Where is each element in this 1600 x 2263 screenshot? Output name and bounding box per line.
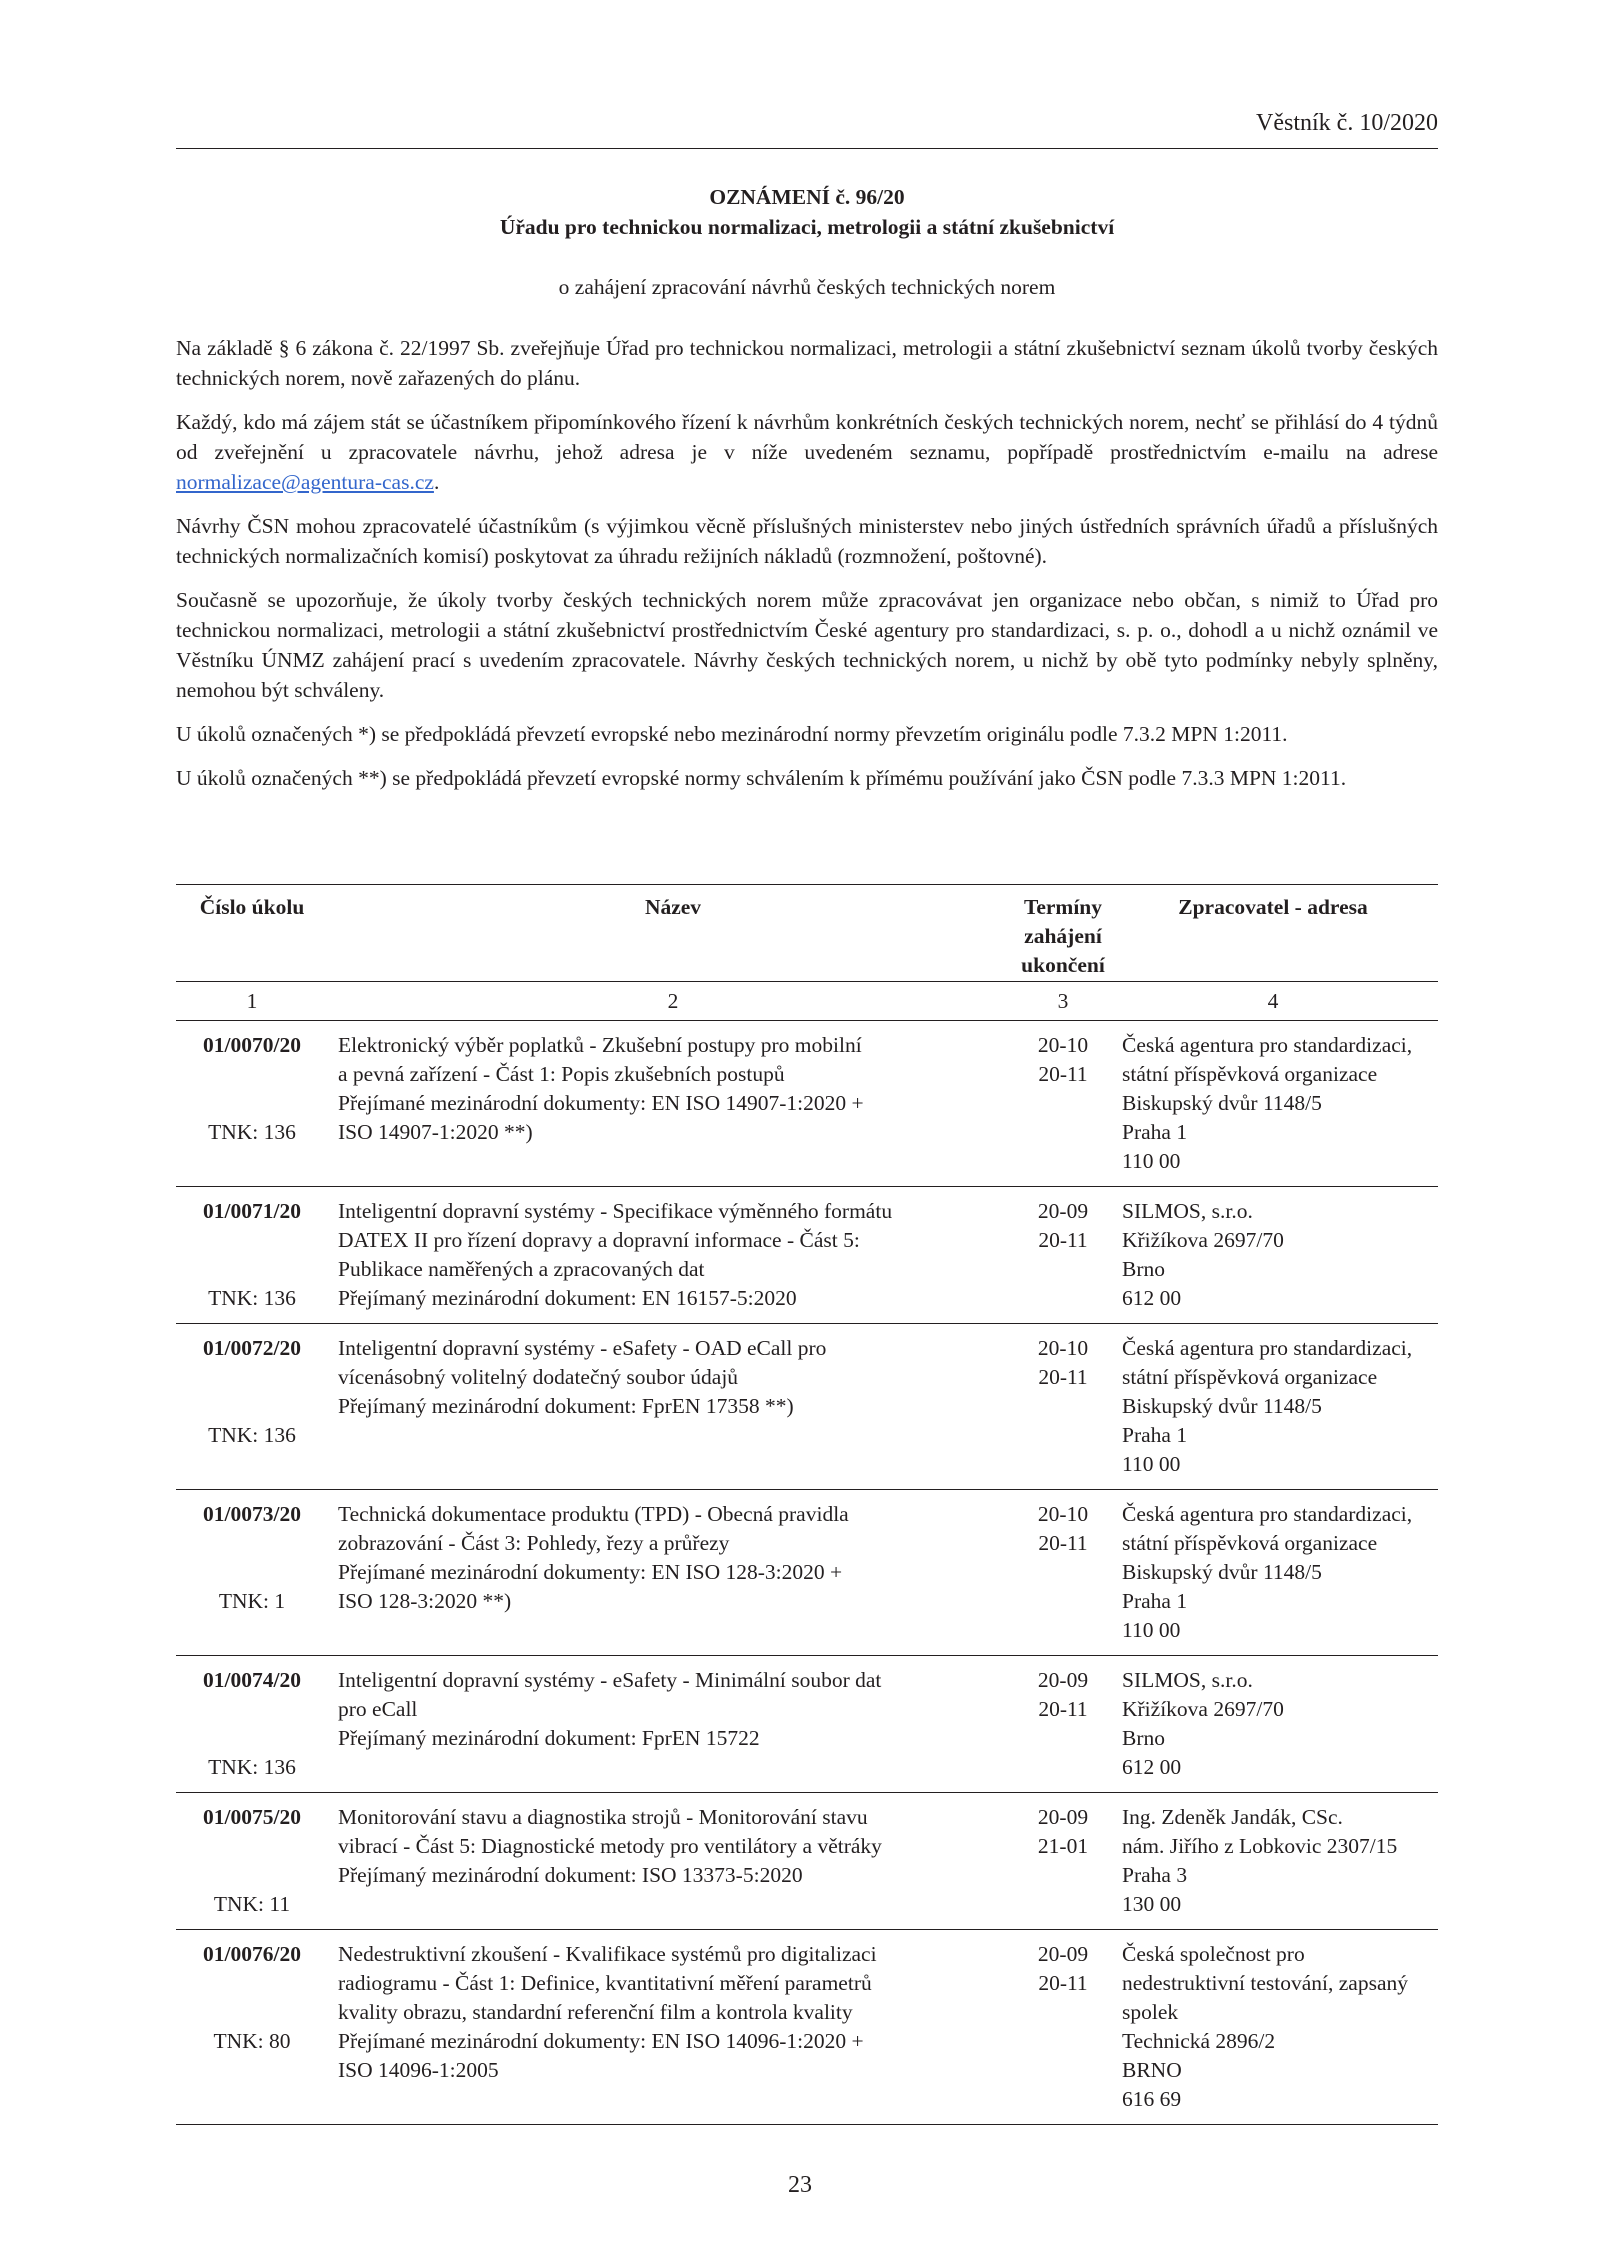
column-number: 2: [328, 982, 1018, 1021]
paragraph-legal-basis: Na základě § 6 zákona č. 22/1997 Sb. zveřejňuje Úřad pro technickou normalizaci, metrologii a státní zkušebnictví seznam úkolů tvorby českých technických norem, nově zařazených do plánu.: [176, 336, 1438, 390]
address-line: Praha 1: [1122, 1120, 1188, 1144]
cell-task-name: [328, 1324, 1018, 1490]
column-number: 4: [1108, 982, 1438, 1021]
task-name-line: Publikace naměřených a zpracovaných dat: [338, 1257, 705, 1281]
address-line: státní příspěvková organizace: [1122, 1365, 1378, 1389]
table-column-numbers: [176, 982, 1438, 1021]
address-line: Praha 3: [1122, 1863, 1188, 1887]
address-line: Praha 1: [1122, 1589, 1188, 1613]
task-code: 01/0071/20: [203, 1199, 301, 1223]
cell-task-number: [176, 1793, 328, 1930]
tnk-number: TNK: 136: [208, 1286, 296, 1310]
tnk-number: TNK: 80: [213, 2029, 291, 2053]
address-line: 110 00: [1122, 1452, 1181, 1476]
cell-task-name: [328, 1490, 1018, 1656]
announcement-number: OZNÁMENÍ č. 96/20: [709, 185, 905, 209]
tnk-number: TNK: 136: [208, 1423, 296, 1447]
table-row: [176, 1324, 1438, 1490]
address-line: Ing. Zdeněk Jandák, CSc.: [1122, 1805, 1343, 1829]
address-line: 110 00: [1122, 1618, 1181, 1642]
task-name-line: Nedestruktivní zkoušení - Kvalifikace systémů pro digitalizaci: [338, 1942, 877, 1966]
cell-task-number: [176, 1930, 328, 2125]
task-name-line: Inteligentní dopravní systémy - Specifikace výměnného formátu: [338, 1199, 893, 1223]
table-row: [176, 1793, 1438, 1930]
address-line: nám. Jiřího z Lobkovic 2307/15: [1122, 1834, 1398, 1858]
cell-processor-address: [1108, 1187, 1438, 1324]
table-row: [176, 1930, 1438, 2125]
tnk-number: TNK: 136: [208, 1755, 296, 1779]
header-dates-line1: Termíny: [1023, 895, 1103, 919]
start-date: 20-10: [1037, 1033, 1089, 1057]
task-name-line: Přejímaný mezinárodní dokument: ISO 13373-5:2020: [338, 1863, 803, 1887]
paragraph-participation-end: .: [433, 470, 440, 494]
table-row: [176, 1490, 1438, 1656]
address-line: Křižíkova 2697/70: [1122, 1697, 1284, 1721]
cell-dates: [1018, 1490, 1108, 1656]
task-name-line: Přejímané mezinárodní dokumenty: EN ISO 128-3:2020 +: [338, 1560, 843, 1584]
address-line: 612 00: [1122, 1755, 1182, 1779]
cell-dates: [1018, 1656, 1108, 1793]
cell-processor-address: [1108, 1930, 1438, 2125]
tasks-table-wrapper: [176, 884, 1438, 2125]
address-line: Technická 2896/2: [1122, 2029, 1276, 2053]
address-line: státní příspěvková organizace: [1122, 1062, 1378, 1086]
end-date: 20-11: [1038, 1228, 1088, 1252]
table-row: [176, 1187, 1438, 1324]
column-number: 1: [176, 982, 328, 1021]
end-date: 21-01: [1037, 1834, 1089, 1858]
end-date: 20-11: [1038, 1062, 1088, 1086]
task-name-line: ISO 14096-1:2005: [338, 2058, 499, 2082]
paragraph-notice: Současně se upozorňuje, že úkoly tvorby českých technických norem může zpracovávat jen organizace nebo občan, s nimiž to Úřad pro technickou normalizaci, metrologii a státní zkušebnictví prostřednictvím České agentury pro standardizaci, s. p. o., dohodl a u nichž oznámil ve Věstníku ÚNMZ zahájení prací s uvedením zpracovatele. Návrhy českých technických norem, u nichž by obě tyto podmínky nebyly splněny, nemohou být schváleny.: [176, 588, 1438, 702]
cell-task-name: [328, 1021, 1018, 1187]
paragraph-participation-text: Každý, kdo má zájem stát se účastníkem připomínkového řízení k návrhům konkrétních českých technických norem, nechť se přihlásí do 4 týdnů od zveřejnění u zpracovatele návrhu, jehož adresa je v níže uvedeném seznamu, popřípadě prostřednictvím e-mailu na adrese: [176, 410, 1438, 464]
address-line: nedestruktivní testování, zapsaný: [1122, 1971, 1408, 1995]
task-name-line: ISO 128-3:2020 **): [338, 1589, 512, 1613]
start-date: 20-09: [1037, 1668, 1089, 1692]
task-name-line: pro eCall: [338, 1697, 418, 1721]
task-code: 01/0074/20: [203, 1668, 301, 1692]
task-code: 01/0076/20: [203, 1942, 301, 1966]
address-line: SILMOS, s.r.o.: [1122, 1668, 1253, 1692]
start-date: 20-10: [1037, 1502, 1089, 1526]
address-line: Česká agentura pro standardizaci,: [1122, 1033, 1413, 1057]
announcement-title: [176, 182, 1438, 302]
tasks-table: [176, 884, 1438, 2125]
end-date: 20-11: [1038, 1697, 1088, 1721]
paragraph-participation: [176, 407, 1438, 497]
end-date: 20-11: [1038, 1365, 1088, 1389]
task-name-line: a pevná zařízení - Část 1: Popis zkušebních postupů: [338, 1062, 785, 1086]
address-line: spolek: [1122, 2000, 1179, 2024]
address-line: Křižíkova 2697/70: [1122, 1228, 1284, 1252]
header-dates: [1018, 885, 1108, 982]
task-name-line: Inteligentní dopravní systémy - eSafety - OAD eCall pro: [338, 1336, 827, 1360]
task-code: 01/0075/20: [203, 1805, 301, 1829]
cell-processor-address: [1108, 1793, 1438, 1930]
announcement-body: [176, 333, 1438, 807]
address-line: státní příspěvková organizace: [1122, 1531, 1378, 1555]
address-line: Česká agentura pro standardizaci,: [1122, 1336, 1413, 1360]
end-date: 20-11: [1038, 1531, 1088, 1555]
cell-task-number: [176, 1324, 328, 1490]
start-date: 20-09: [1037, 1199, 1089, 1223]
cell-dates: [1018, 1187, 1108, 1324]
table-row: [176, 1021, 1438, 1187]
paragraph-note-double: U úkolů označených **) se předpokládá převzetí evropské normy schválením k přímému používání jako ČSN podle 7.3.3 MPN 1:2011.: [176, 766, 1347, 790]
address-line: Česká společnost pro: [1122, 1942, 1305, 1966]
address-line: Praha 1: [1122, 1423, 1188, 1447]
address-line: BRNO: [1122, 2058, 1182, 2082]
address-line: 110 00: [1122, 1149, 1181, 1173]
email-link[interactable]: normalizace@agentura-cas.cz: [176, 470, 434, 494]
cell-dates: [1018, 1021, 1108, 1187]
address-line: 130 00: [1122, 1892, 1182, 1916]
cell-processor-address: [1108, 1656, 1438, 1793]
announcement-subject: o zahájení zpracování návrhů českých technických norem: [558, 275, 1056, 299]
task-name-line: vibrací - Část 5: Diagnostické metody pro ventilátory a větráky: [338, 1834, 882, 1858]
header-processor: Zpracovatel - adresa: [1108, 885, 1438, 982]
header-dates-line3: ukončení: [1021, 953, 1105, 977]
task-name-line: Přejímané mezinárodní dokumenty: EN ISO 14096-1:2020 +: [338, 2029, 864, 2053]
task-name-line: Přejímaný mezinárodní dokument: EN 16157-5:2020: [338, 1286, 797, 1310]
cell-task-number: [176, 1656, 328, 1793]
task-name-line: vícenásobný volitelný dodatečný soubor údajů: [338, 1365, 739, 1389]
cell-task-name: [328, 1930, 1018, 2125]
cell-task-number: [176, 1490, 328, 1656]
tnk-number: TNK: 1: [218, 1589, 286, 1613]
start-date: 20-09: [1037, 1942, 1089, 1966]
address-line: 616 69: [1122, 2087, 1182, 2111]
table-row: [176, 1656, 1438, 1793]
tnk-number: TNK: 136: [208, 1120, 296, 1144]
tnk-number: TNK: 11: [213, 1892, 291, 1916]
column-number: 3: [1018, 982, 1108, 1021]
cell-task-name: [328, 1793, 1018, 1930]
paragraph-note-single: U úkolů označených *) se předpokládá převzetí evropské nebo mezinárodní normy převzetím originálu podle 7.3.2 MPN 1:2011.: [176, 722, 1288, 746]
task-name-line: Přejímané mezinárodní dokumenty: EN ISO 14907-1:2020 +: [338, 1091, 864, 1115]
paragraph-drafts: Návrhy ČSN mohou zpracovatelé účastníkům (s výjimkou věcně příslušných ministerstev nebo jiných ústředních správních úřadů a příslušných technických normalizačních komisí) poskytovat za úhradu režijních nákladů (rozmnožení, poštovné).: [176, 514, 1438, 568]
header-name: Název: [328, 885, 1018, 982]
task-name-line: Elektronický výběr poplatků - Zkušební postupy pro mobilní: [338, 1033, 862, 1057]
task-name-line: Technická dokumentace produktu (TPD) - Obecná pravidla: [338, 1502, 849, 1526]
cell-task-name: [328, 1187, 1018, 1324]
issuing-authority: Úřadu pro technickou normalizaci, metrologii a státní zkušebnictví: [499, 215, 1115, 239]
table-body: [176, 1021, 1438, 2125]
cell-task-number: [176, 1021, 328, 1187]
address-line: SILMOS, s.r.o.: [1122, 1199, 1253, 1223]
task-name-line: kvality obrazu, standardní referenční film a kontrola kvality: [338, 2000, 853, 2024]
task-name-line: Přejímaný mezinárodní dokument: FprEN 15722: [338, 1726, 760, 1750]
journal-issue: Věstník č. 10/2020: [1256, 110, 1438, 136]
address-line: Biskupský dvůr 1148/5: [1122, 1091, 1322, 1115]
task-code: 01/0072/20: [203, 1336, 301, 1360]
task-code: 01/0070/20: [203, 1033, 301, 1057]
header-dates-line2: zahájení: [1024, 924, 1102, 948]
address-line: Biskupský dvůr 1148/5: [1122, 1394, 1322, 1418]
cell-processor-address: [1108, 1021, 1438, 1187]
cell-task-name: [328, 1656, 1018, 1793]
cell-task-number: [176, 1187, 328, 1324]
cell-dates: [1018, 1324, 1108, 1490]
cell-processor-address: [1108, 1490, 1438, 1656]
cell-processor-address: [1108, 1324, 1438, 1490]
address-line: Česká agentura pro standardizaci,: [1122, 1502, 1413, 1526]
end-date: 20-11: [1038, 1971, 1088, 1995]
task-code: 01/0073/20: [203, 1502, 301, 1526]
start-date: 20-09: [1037, 1805, 1089, 1829]
address-line: 612 00: [1122, 1286, 1182, 1310]
task-name-line: Přejímaný mezinárodní dokument: FprEN 17358 **): [338, 1394, 794, 1418]
page-number: 23: [788, 2172, 812, 2198]
address-line: Biskupský dvůr 1148/5: [1122, 1560, 1322, 1584]
start-date: 20-10: [1037, 1336, 1089, 1360]
task-name-line: DATEX II pro řízení dopravy a dopravní informace - Část 5:: [338, 1228, 860, 1252]
task-name-line: ISO 14907-1:2020 **): [338, 1120, 533, 1144]
address-line: Brno: [1122, 1726, 1165, 1750]
task-name-line: zobrazování - Část 3: Pohledy, řezy a průřezy: [338, 1531, 730, 1555]
page-header: [176, 110, 1438, 149]
cell-dates: [1018, 1930, 1108, 2125]
cell-dates: [1018, 1793, 1108, 1930]
table-header-row: [176, 885, 1438, 982]
task-name-line: Inteligentní dopravní systémy - eSafety - Minimální soubor dat: [338, 1668, 882, 1692]
header-task-number: Číslo úkolu: [176, 885, 328, 982]
address-line: Brno: [1122, 1257, 1165, 1281]
task-name-line: radiogramu - Část 1: Definice, kvantitativní měření parametrů: [338, 1971, 872, 1995]
task-name-line: Monitorování stavu a diagnostika strojů - Monitorování stavu: [338, 1805, 868, 1829]
